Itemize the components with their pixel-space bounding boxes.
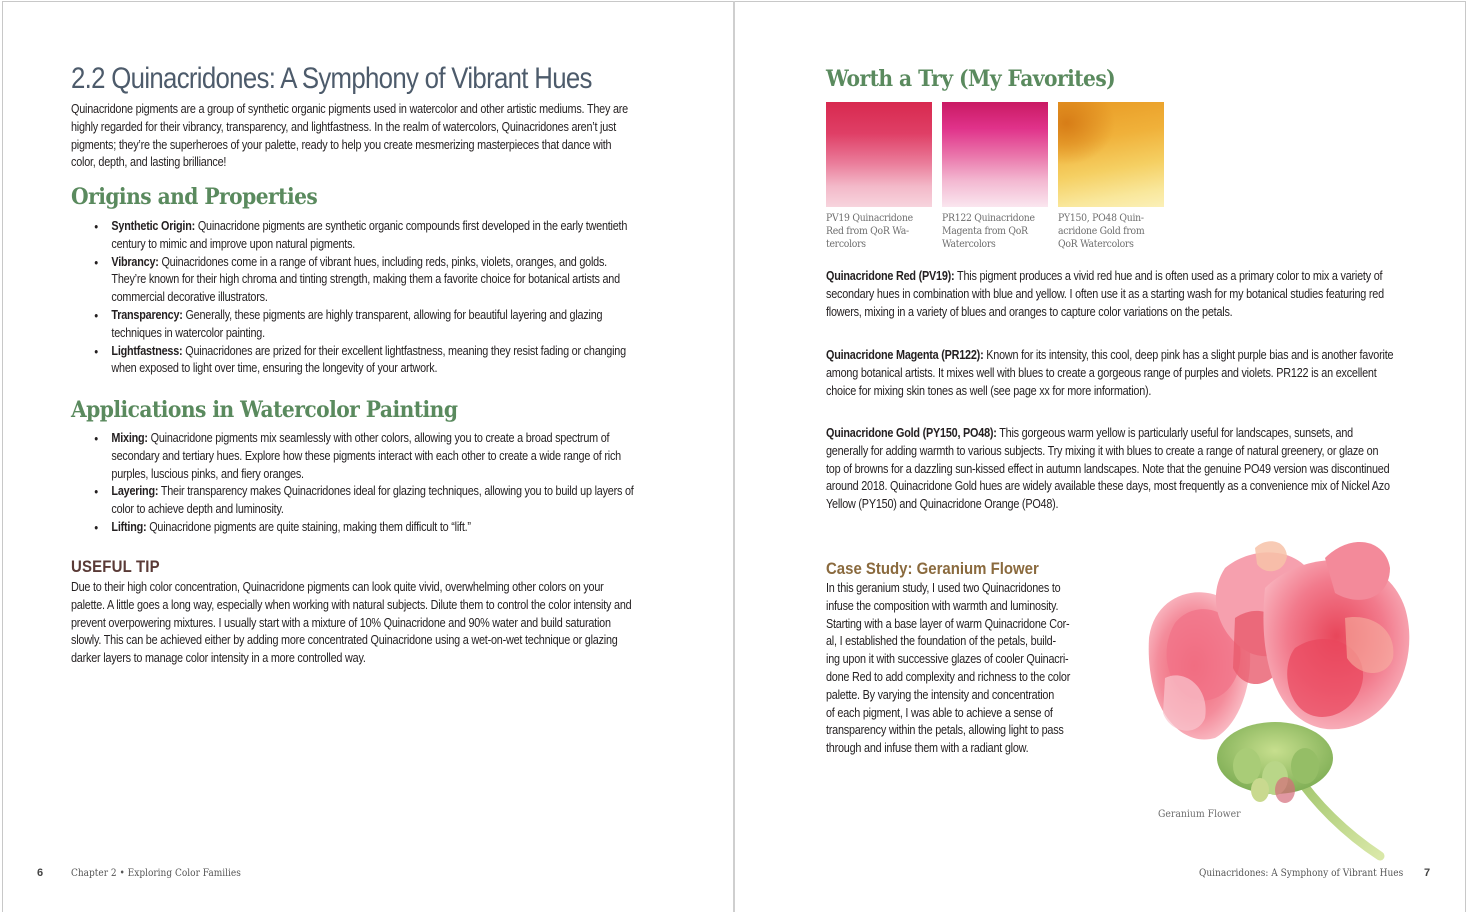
case-study-line: al, I established the foundation of the petals, build- <box>826 634 1056 649</box>
pigment-paragraph-gold <box>826 425 1394 514</box>
case-study-line: done Red to add complexity and richness to the color <box>826 669 1071 684</box>
list-item <box>71 430 639 483</box>
origins-heading: Origins and Properties <box>71 184 318 210</box>
swatch-quinacridone-magenta <box>942 102 1048 207</box>
pigment-term: Quinacridone Magenta (PR122): <box>826 348 984 362</box>
page-frame-right <box>1465 1 1466 912</box>
pigment-paragraph-magenta <box>826 347 1394 400</box>
list-item-text: Their transparency makes Quinacridones ideal for glazing techniques, allowing you to build up layers of color to achieve depth and luminosity. <box>111 484 634 517</box>
page-number: 6 <box>37 867 44 879</box>
case-study-body <box>826 580 1124 758</box>
applications-list <box>71 430 639 537</box>
list-item-term: Synthetic Origin: <box>111 219 196 233</box>
swatch-caption: PY150, PO48 Quin-acridone Gold from QoR Watercolors <box>1058 213 1145 250</box>
right-page <box>735 0 1465 912</box>
swatch-quinacridone-red <box>826 102 932 207</box>
list-item-text: Quinacridones come in a range of vibrant hues, including reds, pinks, violets, oranges, and golds. They’re known for their high chroma and tinting strength, making them a favorite choice for botanical artists and commercial decorative illustrators. <box>111 254 620 305</box>
list-item <box>71 218 639 254</box>
list-item-text: Quinacridones are prized for their excellent lightfastness, meaning they resist fading or changing when exposed to light over time, ensuring the longevity of your artwork. <box>111 343 626 376</box>
case-study-heading: Case Study: Geranium Flower <box>826 559 1039 578</box>
pigment-text: This pigment produces a vivid red hue and is often used as a primary color to mix a variety of secondary hues in combination with blue and yellow. I often use it as a starting wash for my botanical studies featuring red flowers, mixing in a variety of blues and oranges to capture color variations on the petals. <box>826 269 1384 319</box>
list-item-text: Quinacridone pigments mix seamlessly with other colors, allowing you to create a broad spectrum of secondary and tertiary hues. Explore how these pigments interact with each other to create a wide range of rich purples, luscious pinks, and fiery oranges. <box>111 431 621 481</box>
pigment-term: Quinacridone Gold (PY150, PO48): <box>826 426 997 440</box>
swatch-caption: PV19 Quinacridone Red from QoR Wa-tercolors <box>826 213 913 250</box>
list-item <box>71 307 639 343</box>
case-study-line: of each pigment, I was able to achieve a sense of <box>826 705 1053 720</box>
swatch-quinacridone-gold <box>1058 102 1164 207</box>
list-item-term: Lightfastness: <box>111 343 183 358</box>
pigment-paragraph-red <box>826 268 1394 321</box>
intro-paragraph: Quinacridone pigments are a group of synthetic organic pigments used in watercolor and other artistic mediums. They are highly regarded for their vibrancy, transparency, and lightfastness. In the realm of watercolors, Quinacridones aren’t just pigments; they’re the superheroes of your palette, ready to help you create mesmerizing masterpieces that dance with color, depth, and lasting brilliance! <box>71 102 628 170</box>
origins-list <box>71 218 639 378</box>
list-item-text: Generally, these pigments are highly transparent, allowing for beautiful layering and glazing techniques in watercolor painting. <box>111 307 603 340</box>
case-study-line: In this geranium study, I used two Quinacridones to <box>826 581 1061 595</box>
list-item-term: Layering: <box>111 484 159 499</box>
pigment-text: Known for its intensity, this cool, deep pink has a slight purple bias and is another favorite among botanical artists. It mixes well with blues to create a gorgeous range of purples and violets. PR122 is an excellent choice for mixing skin tones as well (see page xx for more information). <box>826 348 1394 398</box>
case-study-line: infuse the composition with warmth and luminosity. <box>826 598 1059 613</box>
applications-heading: Applications in Watercolor Painting <box>71 397 458 423</box>
list-item-term: Lifting: <box>111 519 147 534</box>
list-item <box>71 343 639 379</box>
list-item-text: Quinacridone pigments are quite staining, making them difficult to “lift.” <box>146 519 471 534</box>
case-study-line: Starting with a base layer of warm Quinacridone Cor- <box>826 616 1070 631</box>
left-page <box>3 0 733 912</box>
favorites-heading: Worth a Try (My Favorites) <box>826 66 1116 92</box>
page-number: 7 <box>1424 867 1431 879</box>
list-item <box>71 483 639 519</box>
case-study-line: palette. By varying the intensity and concentration <box>826 687 1055 702</box>
pigment-term: Quinacridone Red (PV19): <box>826 269 955 283</box>
list-item <box>71 519 639 537</box>
list-item-term: Mixing: <box>111 431 148 445</box>
running-head: Quinacridones: A Symphony of Vibrant Hues <box>1199 868 1404 879</box>
running-head: Chapter 2 • Exploring Color Families <box>71 868 241 879</box>
useful-tip-body: Due to their high color concentration, Quinacridone pigments can look quite vivid, overwhelming other colors on your palette. A little goes a long way, especially when working with natural subjects. Dilute them to control the color intensity and prevent overpowering mixtures. I usually start with a mixture of 10% Quinacridone and 90% water and build saturation slowly. This can be achieved either by adding more concentrated Quinacridone using a wet-on-wet technique or glazing darker layers to manage color intensity in a more controlled way. <box>71 580 632 666</box>
useful-tip-heading: USEFUL TIP <box>71 557 160 576</box>
list-item-term: Vibrancy: <box>111 254 159 269</box>
list-item-text: Quinacridone pigments are synthetic organic compounds first developed in the early twentieth century to mimic and improve upon natural pigments. <box>111 219 628 251</box>
case-study-line: transparency within the petals, allowing light to pass <box>826 723 1064 738</box>
chapter-title: 2.2 Quinacridones: A Symphony of Vibrant Hues <box>71 62 592 95</box>
pigment-text: This gorgeous warm yellow is particularly useful for landscapes, sunsets, and generally for adding warmth to various subjects. Try mixing it with blues to create a range of natural greenery, or glaze on top of browns for a dazzling sun-kissed effect in autumn landscapes. Note that the genuine PO49 version was discontinued around 2018. Quinacridone Gold hues are widely available these days, most frequently as a convenience mix of Nickel Azo Yellow (PY150) and Quinacridone Orange (PO48). <box>826 426 1390 512</box>
illustration-caption: Geranium Flower <box>1158 809 1241 820</box>
case-study-line: ing upon it with successive glazes of cooler Quinacri- <box>826 652 1069 667</box>
list-item-term: Transparency: <box>111 307 183 322</box>
case-study-line: through and infuse them with a radiant glow. <box>826 741 1029 756</box>
list-item <box>71 254 639 307</box>
swatch-caption: PR122 Quinacridone Magenta from QoR Watercolors <box>942 213 1035 250</box>
